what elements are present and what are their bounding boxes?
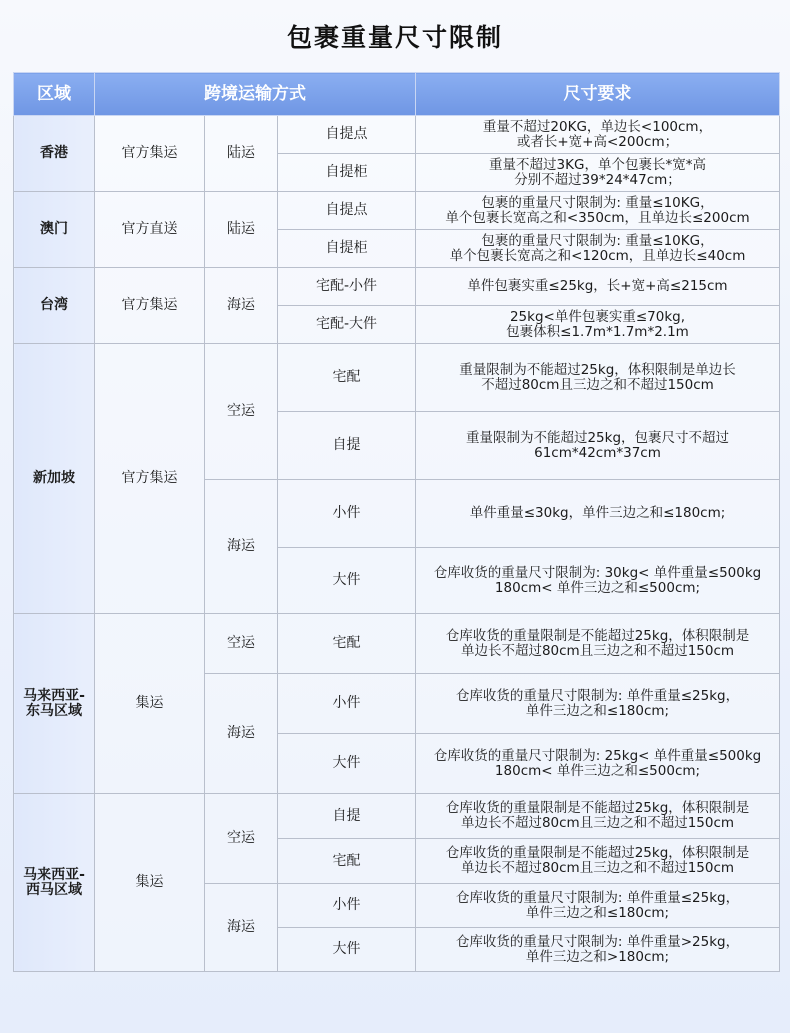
delivery-type-cell: 自提 [278, 794, 416, 839]
requirement-cell: 重量不超过20KG，单边长<100cm， 或者长+宽+高<200cm； [416, 116, 780, 154]
table-row [14, 344, 780, 412]
delivery-type-cell: 大件 [278, 734, 416, 794]
region-cell: 台湾 [14, 268, 95, 344]
delivery-type-cell: 自提 [278, 412, 416, 480]
region-label: 马来西亚- 西马区域 [23, 866, 85, 898]
requirement-cell: 仓库收货的重量限制是不能超过25kg，体积限制是 单边长不超过80cm且三边之和不超过150cm [416, 614, 780, 674]
table-row [14, 794, 780, 839]
page-title: 包裹重量尺寸限制 [286, 23, 503, 52]
table-row [14, 116, 780, 154]
transport-cell: 陆运 [205, 192, 278, 268]
table-row [14, 192, 780, 230]
requirement-cell: 仓库收货的重量限制是不能超过25kg，体积限制是 单边长不超过80cm且三边之和不超过150cm [416, 794, 780, 839]
requirement-cell: 25kg<单件包裹实重≤70kg, 包裹体积≤1.7m*1.7m*2.1m [416, 306, 780, 344]
requirement-cell: 仓库收货的重量限制是不能超过25kg，体积限制是 单边长不超过80cm且三边之和不超过150cm [416, 839, 780, 884]
transport-cell: 陆运 [205, 116, 278, 192]
delivery-type-cell: 自提柜 [278, 230, 416, 268]
delivery-type-cell: 自提点 [278, 116, 416, 154]
region-cell [14, 614, 95, 794]
delivery-type-cell: 宅配 [278, 344, 416, 412]
service-cell: 集运 [95, 794, 205, 972]
delivery-type-cell: 小件 [278, 480, 416, 548]
requirement-cell: 单件包裹实重≤25kg，长+宽+高≤215cm [416, 268, 780, 306]
requirement-cell: 仓库收货的重量尺寸限制为: 25kg< 单件重量≤500kg 180cm< 单件三边之和≤500cm; [416, 734, 780, 794]
requirement-cell: 仓库收货的重量尺寸限制为: 单件重量>25kg， 单件三边之和>180cm; [416, 928, 780, 972]
size-limit-table [13, 72, 780, 972]
delivery-type-cell: 大件 [278, 548, 416, 614]
delivery-type-cell: 小件 [278, 674, 416, 734]
service-cell: 集运 [95, 614, 205, 794]
table-row [14, 268, 780, 306]
transport-cell: 海运 [205, 268, 278, 344]
region-cell: 香港 [14, 116, 95, 192]
header-region: 区域 [14, 73, 95, 116]
service-cell: 官方集运 [95, 344, 205, 614]
transport-cell: 海运 [205, 674, 278, 794]
transport-cell: 海运 [205, 884, 278, 972]
requirement-cell: 单件重量≤30kg，单件三边之和≤180cm; [416, 480, 780, 548]
table-header-row [14, 73, 780, 116]
region-cell: 新加坡 [14, 344, 95, 614]
delivery-type-cell: 小件 [278, 884, 416, 928]
delivery-type-cell: 宅配-大件 [278, 306, 416, 344]
requirement-cell: 仓库收货的重量尺寸限制为: 单件重量≤25kg， 单件三边之和≤180cm; [416, 884, 780, 928]
requirement-cell: 重量限制为不能超过25kg，包裹尺寸不超过 61cm*42cm*37cm [416, 412, 780, 480]
transport-cell: 空运 [205, 794, 278, 884]
delivery-type-cell: 宅配 [278, 839, 416, 884]
delivery-type-cell: 自提点 [278, 192, 416, 230]
requirement-cell: 包裹的重量尺寸限制为: 重量≤10KG， 单个包裹长宽高之和<350cm，且单边长≤200cm [416, 192, 780, 230]
region-cell: 澳门 [14, 192, 95, 268]
region-cell [14, 794, 95, 972]
region-label: 马来西亚- 东马区域 [23, 687, 85, 719]
requirement-cell: 重量不超过3KG，单个包裹长*宽*高 分别不超过39*24*47cm； [416, 154, 780, 192]
header-method: 跨境运输方式 [95, 73, 416, 116]
delivery-type-cell: 自提柜 [278, 154, 416, 192]
requirement-cell: 重量限制为不能超过25kg，体积限制是单边长 不超过80cm且三边之和不超过150cm [416, 344, 780, 412]
transport-cell: 空运 [205, 614, 278, 674]
requirement-cell: 仓库收货的重量尺寸限制为: 单件重量≤25kg， 单件三边之和≤180cm; [416, 674, 780, 734]
service-cell: 官方集运 [95, 268, 205, 344]
delivery-type-cell: 宅配-小件 [278, 268, 416, 306]
delivery-type-cell: 宅配 [278, 614, 416, 674]
service-cell: 官方集运 [95, 116, 205, 192]
transport-cell: 空运 [205, 344, 278, 480]
table-row [14, 614, 780, 674]
transport-cell: 海运 [205, 480, 278, 614]
service-cell: 官方直送 [95, 192, 205, 268]
requirement-cell: 仓库收货的重量尺寸限制为: 30kg< 单件重量≤500kg 180cm< 单件三边之和≤500cm; [416, 548, 780, 614]
delivery-type-cell: 大件 [278, 928, 416, 972]
header-requirement: 尺寸要求 [416, 73, 780, 116]
requirement-cell: 包裹的重量尺寸限制为: 重量≤10KG， 单个包裹长宽高之和<120cm，且单边长≤40cm [416, 230, 780, 268]
